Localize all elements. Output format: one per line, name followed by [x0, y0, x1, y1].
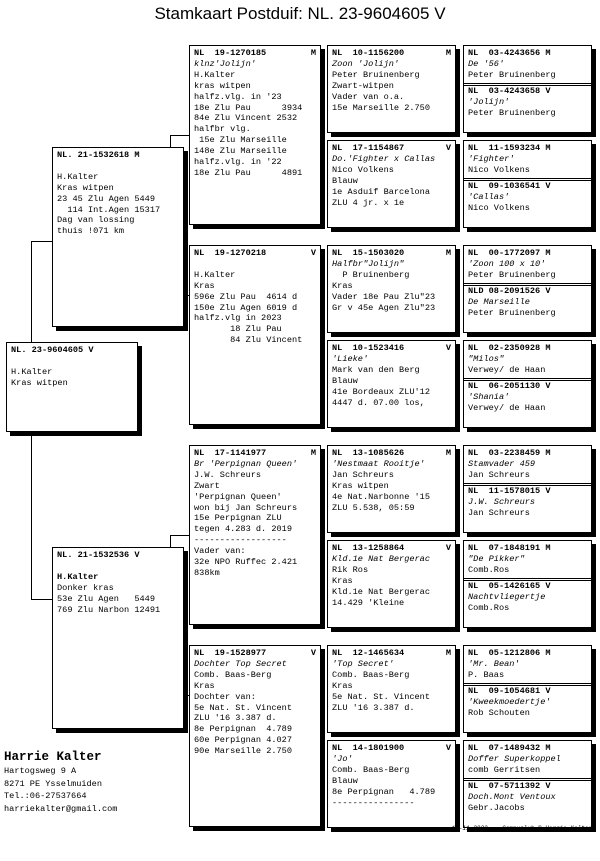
breeder-name: Peter Bruinenberg: [468, 269, 556, 280]
ring-number: NL 12-1465634: [332, 648, 405, 658]
owner-phone: Tel.:06-27537664: [4, 791, 87, 802]
pedigree-line: Kras: [194, 680, 215, 691]
mother-card: [52, 547, 184, 729]
pigeon-name: De Marseille: [468, 296, 530, 307]
pedigree-line: 8e Perpignan 4.789: [194, 724, 292, 735]
ring-number: NL 13-1258864: [332, 543, 405, 553]
pedigree-line: 32e NPO Ruffec 2.421: [194, 557, 298, 568]
pigeon-name: 'Shania': [468, 391, 510, 402]
pedigree-line: 53e Zlu Agen 5449: [57, 593, 155, 604]
pedigree-line: kras witpen: [194, 80, 251, 91]
pedigree-line: Gr v 45e Agen Zlu"23: [332, 302, 436, 313]
ring-number: NL 03-4243656 M: [468, 48, 551, 58]
pedigree-line: 15e Marseille 2.750: [332, 102, 430, 113]
great-great-grandparent-pair: [463, 340, 592, 428]
pigeon-name: Doffer Superkoppel: [468, 753, 561, 764]
great-grandparent-card: [327, 45, 456, 133]
breeder-name: Gebr.Jacobs: [468, 802, 525, 813]
pedigree-line: Zoon 'Jolijn': [332, 58, 400, 69]
great-grandparent-card: [327, 245, 456, 333]
pedigree-line: 'Jo': [332, 753, 353, 764]
pigeon-name: 'Callas': [468, 191, 510, 202]
ring-number: NLD 08-2091526 V: [468, 285, 551, 296]
pigeon-name: "Milos": [468, 353, 505, 364]
ring-header: [332, 143, 451, 154]
pedigree-line: halfbr vlg.: [194, 124, 251, 135]
pedigree-line: Vader van:: [194, 546, 246, 557]
sex-label: M: [310, 448, 316, 458]
ring-header: [194, 648, 316, 659]
mother-ring: NL. 21-1532536 V: [57, 550, 140, 560]
great-great-grandparent-pair: [463, 245, 592, 333]
pedigree-line: Vader 18e Pau Zlu"23: [332, 291, 436, 302]
ring-number: NL 15-1503020: [332, 248, 405, 258]
connector-line: [31, 599, 52, 600]
pigeon-name: 'Zoon 100 x 10': [468, 258, 546, 269]
great-grandparent-card: [327, 645, 456, 733]
pedigree-line: Rik Ros: [332, 564, 369, 575]
ring-number: NL 07-1848191 M: [468, 543, 551, 553]
pair-divider: [464, 683, 591, 684]
great-great-grandparent-pair: [463, 45, 592, 133]
pedigree-line: ZLU 4 jr. x 1e: [332, 197, 405, 208]
ring-number: NL 19-1528977: [194, 648, 267, 658]
breeder-name: Verwey/ de Haan: [468, 402, 546, 413]
pigeon-name: J.W. Schreurs: [468, 496, 536, 507]
breeder-name: Jan Schreurs: [468, 469, 530, 480]
pedigree-line: Kras witpen: [332, 480, 389, 491]
pedigree-line: 114 Int.Agen 15317: [57, 204, 161, 215]
pedigree-line: Kras: [332, 575, 353, 586]
great-great-grandparent-pair: [463, 540, 592, 628]
pedigree-line: Halfbr"Jolijn": [332, 258, 405, 269]
pedigree-line: Zwart-witpen: [332, 80, 394, 91]
sex-label: V: [445, 343, 451, 353]
ring-number: NL 06-2051130 V: [468, 380, 551, 391]
pedigree-line: 'Top Secret': [332, 658, 394, 669]
pedigree-line: 5e Nat. St. Vincent: [332, 691, 430, 702]
pedigree-line: ZLU '16 3.387 d.: [194, 713, 277, 724]
pedigree-line: 4e Nat.Narbonne '15: [332, 491, 430, 502]
sex-label: V: [445, 543, 451, 553]
breeder-name: P. Baas: [468, 669, 505, 680]
pedigree-line: 84e Zlu Vincent 2532: [194, 113, 298, 124]
ring-header: [332, 648, 451, 659]
breeder-name: comb Gerritsen: [468, 764, 541, 775]
pedigree-line: Comb. Baas-Berg: [332, 669, 410, 680]
breeder-name: Comb.Ros: [468, 602, 510, 613]
pedigree-line: Blauw: [332, 775, 358, 786]
pedigree-line: Kld.1e Nat Bergerac: [332, 586, 430, 597]
ring-header: [332, 343, 451, 354]
pedigree-line: H.Kalter: [11, 366, 53, 377]
ring-number: NL 14-1801900: [332, 743, 405, 753]
pedigree-line: 60e Perpignan 4.027: [194, 735, 292, 746]
pedigree-line: 'Nestmaat Rooitje': [332, 458, 425, 469]
pedigree-line: tegen 4.283 d. 2019: [194, 524, 292, 535]
pedigree-line: Kras: [194, 280, 215, 291]
connector-line: [31, 241, 52, 242]
pedigree-line: 596e Zlu Pau 4614 d: [194, 291, 298, 302]
pedigree-line: 18e Zlu Pau 4891: [194, 167, 303, 178]
pedigree-line: 150e Zlu Agen 6019 d: [194, 302, 298, 313]
pigeon-name: 'Jolijn': [468, 96, 510, 107]
pigeon-name: "De Pikker": [468, 553, 525, 564]
pedigree-line: 15e Perpignan ZLU: [194, 513, 282, 524]
pedigree-line: 14.429 'Kleine: [332, 597, 405, 608]
pedigree-line: [11, 356, 133, 367]
pedigree-line: H.Kalter: [194, 269, 236, 280]
pedigree-line: Comb. Baas-Berg: [332, 764, 410, 775]
breeder-name: Nico Volkens: [468, 164, 530, 175]
pedigree-line: H.Kalter: [57, 571, 99, 582]
breeder-name: Peter Bruinenberg: [468, 107, 556, 118]
ring-number: NL 02-2350928 M: [468, 343, 551, 353]
great-grandparent-card: [327, 340, 456, 428]
pedigree-line: ZLU 5.538, 05:59: [332, 502, 415, 513]
pedigree-line: H.Kalter: [57, 171, 99, 182]
ring-number: NL 09-1054681 V: [468, 685, 551, 696]
sex-label: M: [445, 448, 451, 458]
pigeon-name: 'Mr. Bean': [468, 658, 520, 669]
ring-header: [194, 48, 316, 59]
owner-name: Harrie Kalter: [4, 750, 102, 764]
sex-label: M: [445, 48, 451, 58]
subject-ring: NL. 23-9604605 V: [11, 345, 94, 355]
great-grandparent-card: [327, 540, 456, 628]
ring-number: NL 19-1270185: [194, 48, 267, 58]
sex-label: V: [310, 248, 316, 258]
pigeon-name: Stamvader 459: [468, 458, 536, 469]
pedigree-line: ------------------: [194, 535, 287, 546]
pedigree-line: ----------------: [332, 797, 415, 808]
pedigree-line: Peter Bruinenberg: [332, 69, 420, 80]
pedigree-line: Zwart: [194, 480, 220, 491]
ring-number: NL 13-1085626: [332, 448, 405, 458]
pedigree-line: 'Perpignan Queen': [194, 491, 282, 502]
great-grandparent-card: [327, 740, 456, 828]
ring-header: [332, 248, 451, 259]
pedigree-line: 838km: [194, 567, 220, 578]
pedigree-line: 15e Zlu Marseille: [194, 135, 287, 146]
pedigree-line: Dochter Top Secret: [194, 658, 287, 669]
pedigree-line: [57, 161, 179, 172]
pedigree-line: [194, 259, 316, 270]
owner-contact-block: [4, 749, 117, 815]
ring-number: NL 03-4243658 V: [468, 85, 551, 96]
pedigree-line: 41e Bordeaux ZLU'12: [332, 386, 430, 397]
connector-line: [31, 436, 32, 599]
sex-label: M: [310, 48, 316, 58]
pedigree-line: 1e Asduif Barcelona: [332, 186, 430, 197]
connector-line: [31, 241, 32, 346]
ring-header: [332, 743, 451, 754]
pair-divider: [464, 83, 591, 84]
pedigree-line: Comb. Baas-Berg: [194, 669, 272, 680]
pedigree-line: P Bruinenberg: [332, 269, 410, 280]
breeder-name: Peter Bruinenberg: [468, 69, 556, 80]
ring-header: [194, 448, 316, 459]
sex-label: M: [445, 248, 451, 258]
pedigree-line: Do.'Fighter x Callas: [332, 153, 436, 164]
pedigree-line: halfz.vlg. in '22: [194, 157, 282, 168]
pedigree-line: Kld.1e Nat Bergerac: [332, 553, 430, 564]
breeder-name: Jan Schreurs: [468, 507, 530, 518]
ring-number: NL 05-1212806 M: [468, 648, 551, 658]
pigeon-name: 'Fighter': [468, 153, 515, 164]
breeder-name: Nico Volkens: [468, 202, 530, 213]
ring-number: NL 07-5711392 V: [468, 780, 551, 791]
great-great-grandparent-pair: [463, 445, 592, 533]
owner-email[interactable]: harriekalter@gmail.com: [4, 803, 118, 814]
ring-number: NL 03-2238459 M: [468, 448, 551, 458]
pedigree-line: Nico Volkens: [332, 164, 394, 175]
pair-divider: [464, 378, 591, 379]
ring-header: [194, 248, 316, 259]
pedigree-line: 4447 d. 07.00 los,: [332, 397, 425, 408]
pedigree-line: [57, 561, 179, 572]
ring-header: [332, 448, 451, 459]
breeder-name: Verwey/ de Haan: [468, 364, 546, 375]
pair-divider: [464, 483, 591, 484]
grandparent-card: [189, 45, 321, 225]
ring-number: NL 10-1523416: [332, 343, 405, 353]
pedigree-line: Kras: [332, 280, 353, 291]
ring-number: NL 19-1270218: [194, 248, 267, 258]
ring-header: [332, 48, 451, 59]
pedigree-line: won bij Jan Schreurs: [194, 502, 298, 513]
father-ring: NL. 21-1532618 M: [57, 150, 140, 160]
pedigree-line: Kras witpen: [11, 377, 68, 388]
great-great-grandparent-pair: [463, 740, 592, 828]
ring-number: NL 10-1156200: [332, 48, 405, 58]
pedigree-line: Jan Schreurs: [332, 469, 394, 480]
pedigree-line: thuis !071 km: [57, 226, 125, 237]
sex-label: M: [445, 648, 451, 658]
pair-divider: [464, 178, 591, 179]
grandparent-card: [189, 445, 321, 625]
breeder-name: Rob Schouten: [468, 707, 530, 718]
great-great-grandparent-pair: [463, 645, 592, 733]
breeder-name: Peter Bruinenberg: [468, 307, 556, 318]
ring-number: NL 05-1426165 V: [468, 580, 551, 591]
pigeon-name: 'Kweekmoedertje': [468, 696, 551, 707]
connector-line: [170, 135, 189, 136]
pedigree-line: J.W. Schreurs: [194, 469, 262, 480]
grandparent-card: [189, 245, 321, 425]
ring-number: NL 00-1772097 M: [468, 248, 551, 258]
sex-label: V: [445, 743, 451, 753]
pigeon-name: De '56': [468, 58, 505, 69]
pedigree-line: 'Lieke': [332, 353, 369, 364]
ring-number: NL 09-1036541 V: [468, 180, 551, 191]
connector-line: [170, 535, 189, 536]
ring-number: NL 11-1578015 V: [468, 485, 551, 496]
ring-number: NL 11-1593234 M: [468, 143, 551, 153]
sex-label: V: [445, 143, 451, 153]
pedigree-line: halfz.vlg. in '23: [194, 91, 282, 102]
pedigree-line: Kras: [332, 680, 353, 691]
father-card: [52, 147, 184, 327]
pedigree-line: Dag van lossing: [57, 215, 135, 226]
pedigree-line: ZLU '16 3.387 d.: [332, 702, 415, 713]
pigeon-name: Nachtvliegertje: [468, 591, 546, 602]
pedigree-line: Blauw: [332, 375, 358, 386]
pedigree-line: Donker kras: [57, 582, 114, 593]
great-grandparent-card: [327, 445, 456, 533]
breeder-name: Comb.Ros: [468, 564, 510, 575]
pedigree-line: 8e Perpignan 4.789: [332, 786, 436, 797]
pair-divider: [464, 283, 591, 284]
pedigree-line: 769 Zlu Narbon 12491: [57, 604, 161, 615]
pedigree-line: halfz.vlg in 2023: [194, 313, 282, 324]
ring-header: [332, 543, 451, 554]
owner-city: 8271 PE Ysselmuiden: [4, 778, 102, 789]
grandparent-card: [189, 645, 321, 827]
pedigree-line: 23 45 Zlu Agen 5449: [57, 193, 155, 204]
ring-number: NL 17-1154867: [332, 143, 405, 153]
pedigree-line: 18e Zlu Pau 3934: [194, 102, 303, 113]
pigeon-name: Doch.Mont Ventoux: [468, 791, 556, 802]
pedigree-line: 84 Zlu Vincent: [194, 335, 303, 346]
pedigree-line: Blauw: [332, 175, 358, 186]
owner-street: Hartogsweg 9 A: [4, 766, 77, 776]
pedigree-line: Br 'Perpignan Queen': [194, 458, 298, 469]
pedigree-line: Vader van o.a.: [332, 91, 405, 102]
pedigree-line: 90e Marseille 2.750: [194, 746, 292, 757]
pedigree-line: 148e Zlu Marseille: [194, 146, 287, 157]
pedigree-line: 18 Zlu Pau: [194, 324, 282, 335]
page-title: Stamkaart Postduif: NL. 23-9604605 V: [154, 4, 446, 23]
footer-credit: 16-11-2023 Compuclub © Harrie Kalter: [451, 825, 592, 832]
sex-label: V: [310, 648, 316, 658]
great-great-grandparent-pair: [463, 140, 592, 228]
pedigree-line: Mark van den Berg: [332, 364, 420, 375]
ring-number: NL 07-1489432 M: [468, 743, 551, 753]
great-grandparent-card: [327, 140, 456, 228]
subject-pigeon-card: [6, 342, 138, 432]
pedigree-line: 5e Nat. St. Vincent: [194, 702, 292, 713]
pedigree-line: H.Kalter: [194, 69, 236, 80]
pair-divider: [464, 778, 591, 779]
pedigree-line: Kras witpen: [57, 182, 114, 193]
pair-divider: [464, 578, 591, 579]
pedigree-line: Dochter van:: [194, 691, 256, 702]
ring-number: NL 17-1141977: [194, 448, 267, 458]
pedigree-line: klnz'Jolijn': [194, 58, 256, 69]
